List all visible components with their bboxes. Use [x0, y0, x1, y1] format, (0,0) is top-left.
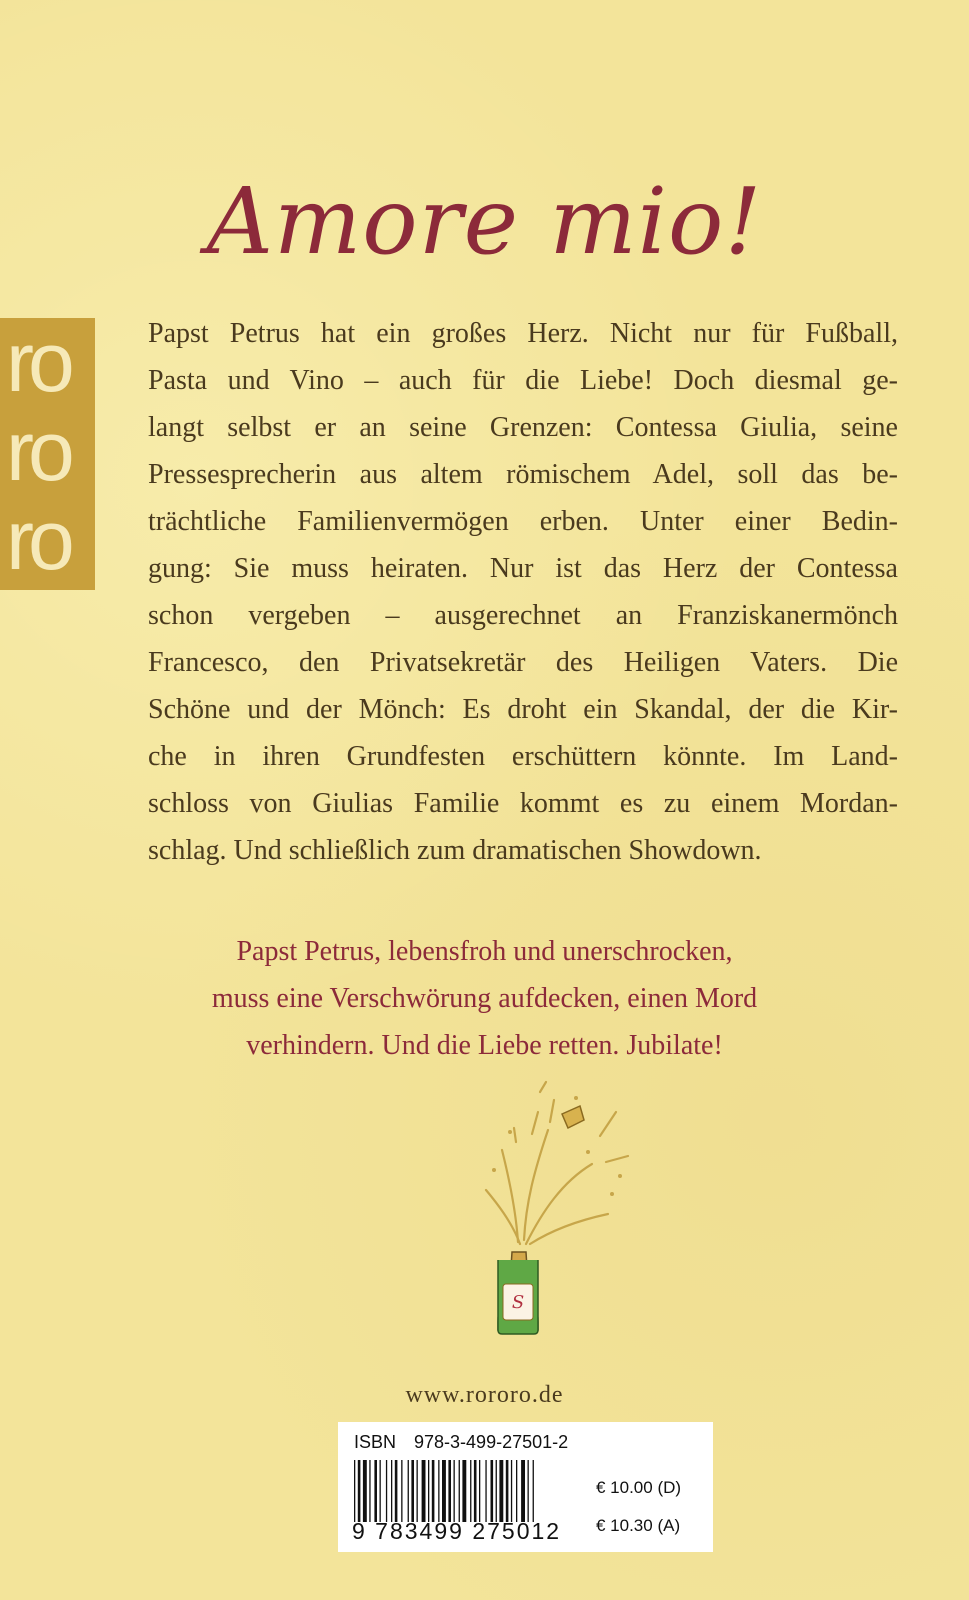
blurb-line: schlag. Und schließlich zum dramatischen Showdown.	[148, 835, 762, 866]
isbn	[354, 1432, 568, 1453]
logo-line-1: ro	[6, 315, 69, 409]
barcode-bar	[506, 1460, 509, 1522]
tagline-line: verhindern. Und die Liebe retten. Jubilate!	[246, 1030, 723, 1061]
barcode-digits: 9 783499 275012	[352, 1518, 562, 1544]
barcode-bar	[499, 1460, 503, 1522]
logo-line-3: ro	[6, 493, 69, 587]
blurb-line: Pressesprecherin aus altem römischem Adel, soll das be-	[148, 459, 898, 490]
blurb-line: schon vergeben – ausgerechnet an Franziskanermönch	[148, 600, 898, 631]
barcode-bar	[386, 1460, 387, 1522]
blurb-line: Schöne und der Mönch: Es droht ein Skandal, der die Kir-	[148, 694, 898, 725]
barcode-bar	[363, 1460, 367, 1522]
barcode-bar	[417, 1460, 418, 1522]
blurb-line: Francesco, den Privatsekretär des Heiligen Vaters. Die	[148, 647, 898, 678]
barcode-bar	[432, 1460, 435, 1522]
barcode-bar	[354, 1460, 355, 1522]
blurb-line: gung: Sie muss heiraten. Nur ist das Herz der Contessa	[148, 553, 898, 584]
blurb-line: schloss von Giulias Familie kommt es zu einem Mordan-	[148, 788, 898, 819]
barcode-bar	[459, 1460, 460, 1522]
blurb-line: che in ihren Grundfesten erschüttern könnte. Im Land-	[148, 741, 898, 772]
barcode-bar	[454, 1460, 455, 1522]
barcode-bar	[485, 1460, 486, 1522]
barcode-bar	[448, 1460, 451, 1522]
blurb	[148, 310, 898, 874]
book-title: Amore mio!	[206, 168, 763, 275]
barcode-panel	[338, 1422, 713, 1552]
barcode-bar	[408, 1460, 409, 1522]
barcode-bar	[442, 1460, 446, 1522]
barcode-bar	[358, 1460, 361, 1522]
blurb-line: trächtliche Familienvermögen erben. Unter einer Bedin-	[148, 506, 898, 537]
barcode-bar	[528, 1460, 529, 1522]
barcode-bar	[438, 1460, 439, 1522]
price-germany: € 10.00 (D)	[596, 1478, 682, 1497]
barcode-bar	[374, 1460, 377, 1522]
barcode-bar	[411, 1460, 414, 1522]
barcode-bar	[391, 1460, 392, 1522]
logo-line-2: ro	[6, 404, 69, 498]
barcode-bar	[395, 1460, 398, 1522]
champagne-bottle-icon	[480, 1072, 640, 1356]
barcode-bar	[422, 1460, 426, 1522]
tagline	[0, 928, 969, 1069]
rororo-logo	[0, 315, 95, 590]
publisher-url[interactable]: www.rororo.de	[405, 1382, 564, 1408]
barcode-bar	[380, 1460, 381, 1522]
tagline-line: Papst Petrus, lebensfroh und unerschrocken,	[236, 936, 733, 967]
barcode-bar	[516, 1460, 517, 1522]
barcode-bar	[470, 1460, 471, 1522]
blurb-line: Pasta und Vino – auch für die Liebe! Doch diesmal ge-	[148, 365, 898, 396]
barcode-graphic	[354, 1460, 574, 1522]
tagline-line: muss eine Verschwörung aufdecken, einen Mord	[211, 983, 758, 1014]
barcode-bar	[533, 1460, 534, 1522]
barcode-bar	[401, 1460, 402, 1522]
isbn-number: 978-3-499-27501-2	[414, 1432, 569, 1452]
barcode-bar	[521, 1460, 525, 1522]
barcode-bar	[496, 1460, 497, 1522]
barcode-bar	[474, 1460, 477, 1522]
isbn-label: ISBN	[354, 1432, 397, 1452]
blurb-line: Papst Petrus hat ein großes Herz. Nicht nur für Fußball,	[148, 318, 898, 349]
price-austria: € 10.30 (A)	[596, 1516, 681, 1535]
barcode-bar	[462, 1460, 466, 1522]
barcode-bar	[369, 1460, 370, 1522]
blurb-line: langt selbst er an seine Grenzen: Contessa Giulia, seine	[148, 412, 898, 443]
barcode-bar	[479, 1460, 480, 1522]
barcode-bar	[491, 1460, 494, 1522]
barcode-bar	[511, 1460, 512, 1522]
barcode-bar	[428, 1460, 429, 1522]
svg-text:S: S	[511, 1292, 525, 1313]
